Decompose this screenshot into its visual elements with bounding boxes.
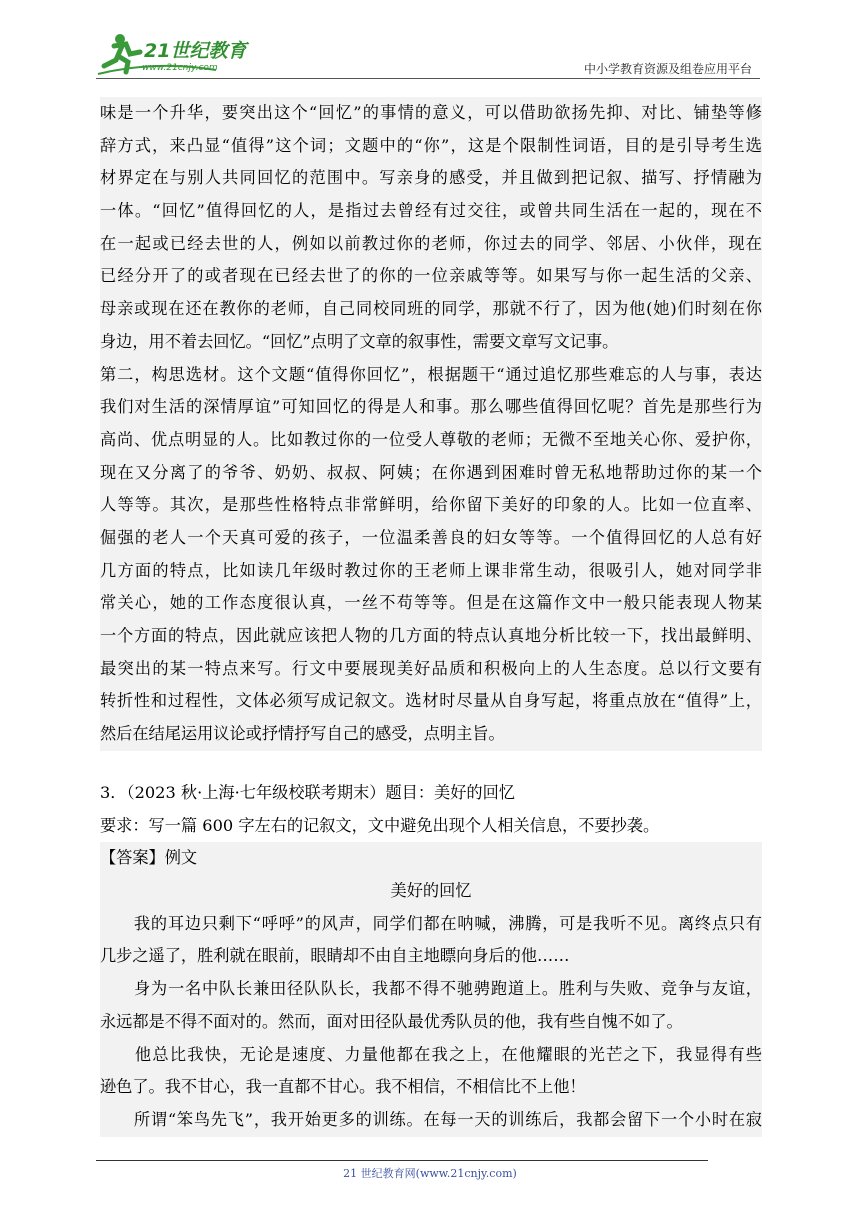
text-line: 转折性和过程性，文体必须写成记叙文。选材时尽量从自身写起，将重点放在“值得”上， — [100, 691, 762, 711]
essay-line: 所谓“笨鸟先飞”，我开始更多的训练。在每一天的训练后，我都会留下一个小时在寂 — [100, 1109, 762, 1129]
text-line: 味是一个升华，要突出这个“回忆”的事情的意义，可以借助欲扬先抑、对比、铺垫等修 — [100, 103, 762, 122]
text-line: 我们对生活的深情厚谊”可知回忆的得是人和事。那么哪些值得回忆呢？首先是那些行为 — [100, 397, 762, 417]
question-requirement: 要求：写一篇 600 字左右的记叙文，文中避免出现个人相关信息，不要抄袭。 — [100, 815, 660, 835]
footer-text: 21 世纪教育网(www.21cnjy.com) — [343, 1167, 517, 1180]
essay-line: 我的耳边只剩下“呼呼”的风声，同学们都在呐喊，沸腾，可是我听不见。离终点只有 — [100, 913, 762, 933]
text-line: 在一起或已经去世的人，例如以前教过你的老师，你过去的同学、邻居、小伙伴，现在 — [100, 233, 762, 253]
text-line: 然后在结尾运用议论或抒情抒写自己的感受，点明主旨。 — [100, 724, 505, 744]
essay-line: 身为一名中队长兼田径队队长，我都不得不驰骋跑道上。胜利与失败、竞争与友谊， — [100, 979, 762, 999]
text-line: 一体。“回忆”值得回忆的人，是指过去曾经有过交往，或曾共同生活在一起的，现在不 — [100, 201, 762, 221]
footer-divider — [96, 1160, 708, 1161]
text-line: 母亲或现在还在教你的老师，自己同校同班的同学，那就不行了，因为他(她)们时刻在你 — [100, 299, 762, 319]
text-line: 高尚、优点明显的人。比如教过你的一位受人尊敬的老师；无微不至地关心你、爱护你， — [100, 429, 762, 449]
question-3 — [100, 777, 762, 842]
question-title: 3．（2023 秋·上海·七年级校联考期末）题目：美好的回忆 — [100, 783, 515, 802]
header-platform-text: 中小学教育资源及组卷应用平台 — [583, 62, 752, 76]
text-line: 辞方式，来凸显“值得”这个词；文题中的“你”，这是个限制性词语，目的是引导考生选 — [100, 135, 762, 155]
essay-title: 美好的回忆 — [390, 881, 472, 901]
essay-line: 他总比我快，无论是速度、力量他都在我之上，在他耀眼的光芒之下，我显得有些 — [100, 1044, 762, 1064]
svg-text:www.21cnjy.com: www.21cnjy.com — [142, 63, 218, 73]
essay-line: 永远都是不得不面对的。然而，面对田径队最优秀队员的他，我有些自愧不如了。 — [100, 1011, 683, 1031]
header-divider — [96, 78, 760, 79]
text-line: 人等等。其次，是那些性格特点非常鲜明，给你留下美好的印象的人。比如一位直率、 — [100, 495, 762, 515]
essay-line: 逊色了。我不甘心，我一直都不甘心。我不相信，不相信比不上他！ — [100, 1077, 586, 1097]
text-line: 最突出的某一特点来写。行文中要展现美好品质和积极向上的人生态度。总以行文要有 — [100, 658, 762, 678]
answer-section — [100, 842, 762, 1136]
essay-line: 几步之遥了，胜利就在眼前，眼睛却不由自主地瞟向身后的他…… — [100, 946, 570, 966]
text-line: 第二，构思选材。这个文题“值得你回忆”，根据题干“通过追忆那些难忘的人与事，表达 — [100, 364, 762, 384]
text-line: 身边，用不着去回忆。“回忆”点明了文章的叙事性，需要文章写文记事。 — [100, 331, 619, 351]
text-line: 一个方面的特点，因此就应该把人物的几方面的特点认真地分析比较一下，找出最鲜明、 — [100, 626, 762, 646]
logo-21cnjy — [96, 30, 266, 76]
answer-label: 【答案】例文 — [100, 848, 198, 868]
text-line: 已经分开了的或者现在已经去世了的你的一位亲戚等等。如果写与你一起生活的父亲、 — [100, 266, 762, 286]
text-line: 材界定在与别人共同回忆的范围中。写亲身的感受，并且做到把记叙、描写、抒情融为 — [100, 168, 762, 188]
analysis-paragraph-2 — [100, 359, 762, 751]
page-header — [96, 30, 760, 78]
text-line: 常关心，她的工作态度很认真，一丝不苟等等。但是在这篇作文中一般只能表现人物某 — [100, 593, 762, 613]
text-line: 现在又分离了的爷爷、奶奶、叔叔、阿姨；在你遇到困难时曾无私地帮助过你的某一个 — [100, 462, 762, 482]
text-line: 几方面的特点，比如读几年级时教过你的王老师上课非常生动，很吸引人，她对同学非 — [100, 560, 762, 580]
text-line: 倔强的老人一个天真可爱的孩子，一位温柔善良的妇女等等。一个值得回忆的人总有好 — [100, 528, 762, 548]
analysis-paragraph-1 — [100, 97, 762, 359]
svg-text:21世纪教育: 21世纪教育 — [144, 40, 247, 62]
